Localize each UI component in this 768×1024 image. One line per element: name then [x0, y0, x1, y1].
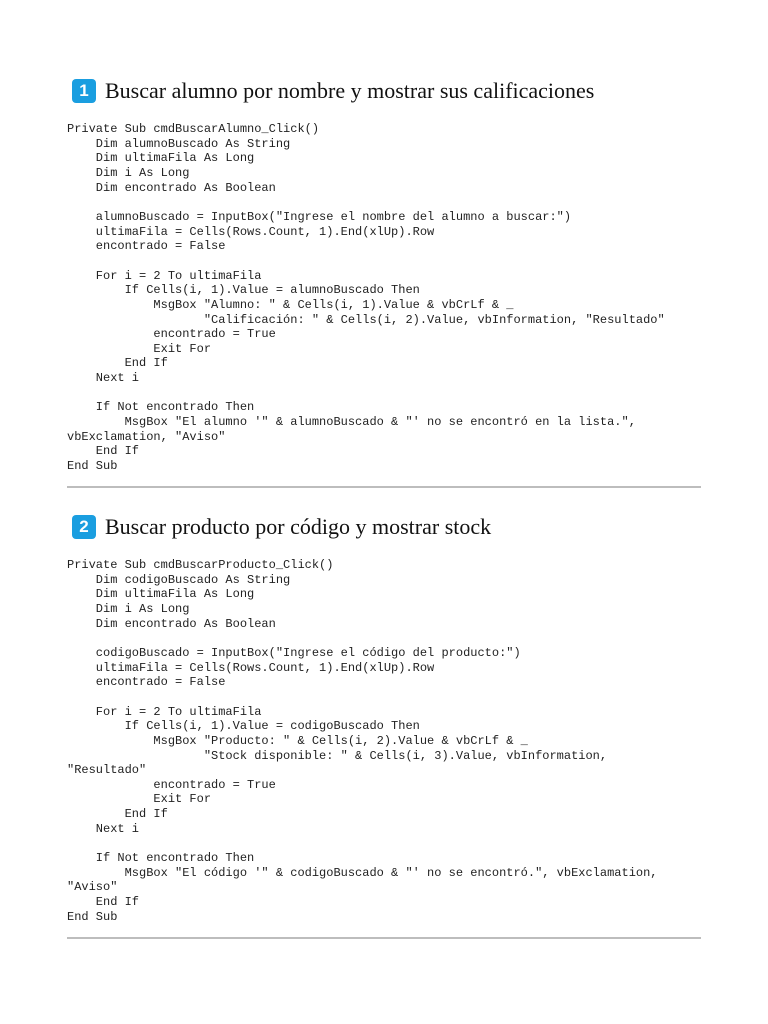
code-line [67, 195, 701, 210]
code-line: encontrado = True [67, 327, 276, 342]
code-line: Dim alumnoBuscado As String [67, 136, 291, 151]
code-line: MsgBox "Producto: " & Cells(i, 2).Value & vbCrLf & _ [67, 733, 528, 748]
code-line: End Sub [67, 909, 118, 924]
code-line: For i = 2 To ultimaFila [67, 268, 262, 283]
code-line: Dim encontrado As Boolean [67, 616, 276, 631]
section-divider [67, 486, 701, 488]
section-divider [67, 937, 701, 939]
code-line: MsgBox "Alumno: " & Cells(i, 1).Value & vbCrLf & _ [67, 297, 514, 312]
code-line: codigoBuscado = InputBox("Ingrese el código del producto:") [67, 645, 521, 660]
code-block [67, 122, 701, 474]
code-line: encontrado = False [67, 239, 226, 254]
code-line: If Cells(i, 1).Value = alumnoBuscado Then [67, 283, 420, 298]
code-line: Dim encontrado As Boolean [67, 180, 276, 195]
code-line: End If [67, 444, 140, 459]
code-line [67, 254, 701, 269]
code-line: End Sub [67, 459, 118, 474]
code-line: End If [67, 807, 168, 822]
code-line: encontrado = True [67, 777, 276, 792]
code-line: If Not encontrado Then [67, 400, 255, 415]
code-line: Next i [67, 821, 140, 836]
code-line: Dim codigoBuscado As String [67, 572, 291, 587]
code-line: End If [67, 895, 140, 910]
code-line: vbExclamation, "Aviso" [67, 429, 226, 444]
code-line: "Calificación: " & Cells(i, 2).Value, vbInformation, "Resultado" [67, 312, 665, 327]
code-line: Exit For [67, 792, 212, 807]
code-line [67, 690, 701, 705]
code-line: Dim i As Long [67, 601, 190, 616]
code-line: alumnoBuscado = InputBox("Ingrese el nombre del alumno a buscar:") [67, 209, 572, 224]
code-line: For i = 2 To ultimaFila [67, 704, 262, 719]
section-number-badge: 1 [72, 79, 96, 103]
code-line: Dim ultimaFila As Long [67, 587, 255, 602]
code-line: ultimaFila = Cells(Rows.Count, 1).End(xlUp).Row [67, 224, 435, 239]
code-line [67, 386, 701, 401]
section-title: Buscar alumno por nombre y mostrar sus calificaciones [105, 78, 595, 103]
code-line: MsgBox "El alumno '" & alumnoBuscado & "' no se encontró en la lista.", [67, 415, 636, 430]
code-line: End If [67, 356, 168, 371]
code-line: ultimaFila = Cells(Rows.Count, 1).End(xlUp).Row [67, 660, 435, 675]
code-line: Dim ultimaFila As Long [67, 151, 255, 166]
section-1 [67, 76, 701, 474]
code-line: Exit For [67, 341, 212, 356]
code-line: MsgBox "El código '" & codigoBuscado & "' no se encontró.", vbExclamation, [67, 865, 658, 880]
code-line: If Not encontrado Then [67, 851, 255, 866]
code-line: encontrado = False [67, 675, 226, 690]
section-2 [67, 512, 701, 924]
code-line: If Cells(i, 1).Value = codigoBuscado Then [67, 719, 420, 734]
code-line [67, 836, 701, 851]
code-line: "Stock disponible: " & Cells(i, 3).Value, vbInformation, [67, 748, 608, 763]
section-heading [67, 76, 701, 106]
code-line: Dim i As Long [67, 165, 190, 180]
code-line [67, 631, 701, 646]
code-line: Next i [67, 371, 140, 386]
section-number-badge: 2 [72, 515, 96, 539]
code-line: Private Sub cmdBuscarAlumno_Click() [67, 122, 320, 136]
code-line: Private Sub cmdBuscarProducto_Click() [67, 558, 334, 572]
code-line: "Resultado" [67, 763, 147, 778]
code-line: "Aviso" [67, 880, 118, 895]
section-heading [67, 512, 701, 542]
section-title: Buscar producto por código y mostrar stock [105, 514, 492, 539]
code-block [67, 558, 701, 924]
